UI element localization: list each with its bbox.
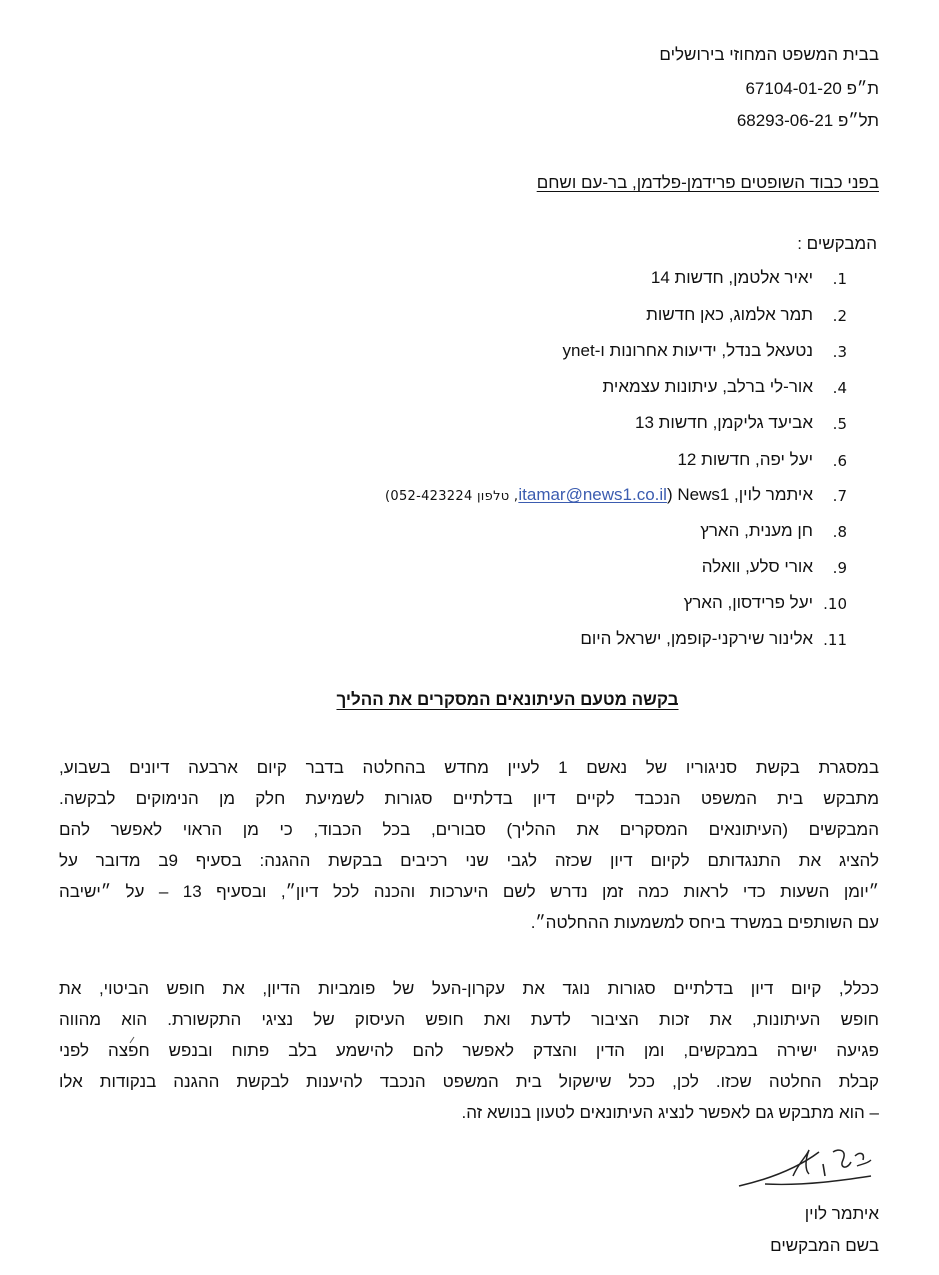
list-text: אור-לי ברלב, עיתונות עצמאית (602, 377, 813, 396)
pen-mark-icon (128, 1036, 136, 1044)
judges-line: בפני כבוד השופטים פרידמן-פלדמן, בר-עם ושחם (536, 173, 879, 192)
list-text-before: איתמר לוין, News1 ( (666, 485, 813, 504)
list-text: נטעאל בנדל, ידיעות אחרונות ו-ynet (562, 341, 813, 360)
paragraph-line: ״יומן השעות כדי לראות כמה זמן נדרש לשם היערכות והכנה לכל דיון״, ובסעיף 13 – על ״ישיבה (59, 882, 879, 901)
paragraph-line: ככלל, קיום דיון בדלתיים סגורות נוגד את עקרון-העל של פומביות הדיון, את חופש הביטוי, את (59, 979, 879, 998)
list-number: 6. (832, 452, 847, 470)
signer-name: איתמר לוין (804, 1204, 879, 1223)
paragraph-line: במסגרת בקשת סניגוריו של נאשם 1 לעיין מחדש בהחלטה בדבר קיום ארבעה דיונים בשבוע, (59, 758, 879, 777)
case-1-number: 67104-01-20 (745, 79, 842, 98)
court-name: בבית המשפט המחוזי בירושלים (659, 45, 879, 64)
paragraph-line: מתבקש בית המשפט הנכבד לקיים דיון בדלתיים סגורות לשמיעת חלק מן הנימוקים לבקשה. (59, 789, 879, 808)
paragraph-line: חופש העיתונות, את זכות הציבור לדעת ואת חופש העיסוק של נציגי התקשורת. הוא מהווה (59, 1010, 879, 1029)
signature-block (679, 1198, 879, 1262)
paragraph-line: – הוא מתבקש גם לאפשר לנציג העיתונאים לטעון בנושא זה. (461, 1103, 879, 1122)
list-number: 3. (832, 343, 847, 361)
list-text: יעל פרידסון, הארץ (683, 593, 813, 612)
list-text: יעל יפה, חדשות 12 (677, 450, 813, 469)
case-1-prefix: ת״פ (846, 79, 879, 98)
case-number-1 (745, 79, 879, 99)
list-number: 10. (823, 595, 847, 613)
case-number-2 (737, 111, 879, 131)
list-number: 9. (832, 559, 847, 577)
email-link[interactable]: itamar@news1.co.il (518, 485, 667, 504)
request-title (0, 690, 939, 710)
list-number: 5. (832, 415, 847, 433)
list-number: 7. (832, 487, 847, 505)
paragraph-line: קבלת החלטה שכזו. לכן, ככל שישקול בית המשפט הנכבד להיענות לבקשת ההגנה בנקודות אלו (59, 1072, 879, 1091)
case-2-prefix: תל״פ (837, 111, 879, 130)
signer-capacity: בשם המבקשים (770, 1236, 879, 1255)
list-text: אביעד גליקמן, חדשות 13 (635, 413, 813, 432)
paragraph-line: עם השותפים במשרד ביחס למשמעות ההחלטה״. (530, 913, 879, 932)
list-text: אלינור שירקני-קופמן, ישראל היום (580, 629, 813, 648)
handwritten-signature (735, 1140, 875, 1192)
case-2-number: 68293-06-21 (736, 111, 834, 130)
paragraph-1 (59, 752, 879, 938)
list-text: תמר אלמוג, כאן חדשות (646, 305, 813, 324)
list-number: 2. (832, 307, 847, 325)
paragraph-line: פגיעה ישירה במבקשים, ומן הדין והצדק לאפשר להם להישמע בלב פתוח ובנפש חפצה לפני (59, 1041, 879, 1060)
list-text (385, 485, 813, 505)
list-text-after: , טלפון 052-423224) (385, 489, 519, 504)
list-number: 1. (832, 270, 847, 288)
list-number: 11. (823, 631, 847, 649)
list-number: 8. (832, 523, 847, 541)
list-text: חן מענית, הארץ (700, 521, 813, 540)
paragraph-2 (59, 973, 879, 1128)
list-text: אורי סלע, וואלה (701, 557, 813, 576)
request-title-text: בקשה מטעם העיתונאים המסקרים את ההליך (336, 690, 679, 709)
paragraph-line: להציג את התנגדותם לקיום דיון שכזה לגבי שני רכיבים בבקשת ההגנה: בסעיף 9ב מדובר על (59, 851, 879, 870)
paragraph-line: המבקשים (העיתונאים המסקרים את ההליך) סבורים, בכל הכבוד, כי מן הראוי לאפשר להם (59, 820, 879, 839)
list-text: יאיר אלטמן, חדשות 14 (650, 268, 813, 287)
list-number: 4. (832, 379, 847, 397)
petitioners-label: המבקשים : (797, 234, 877, 253)
